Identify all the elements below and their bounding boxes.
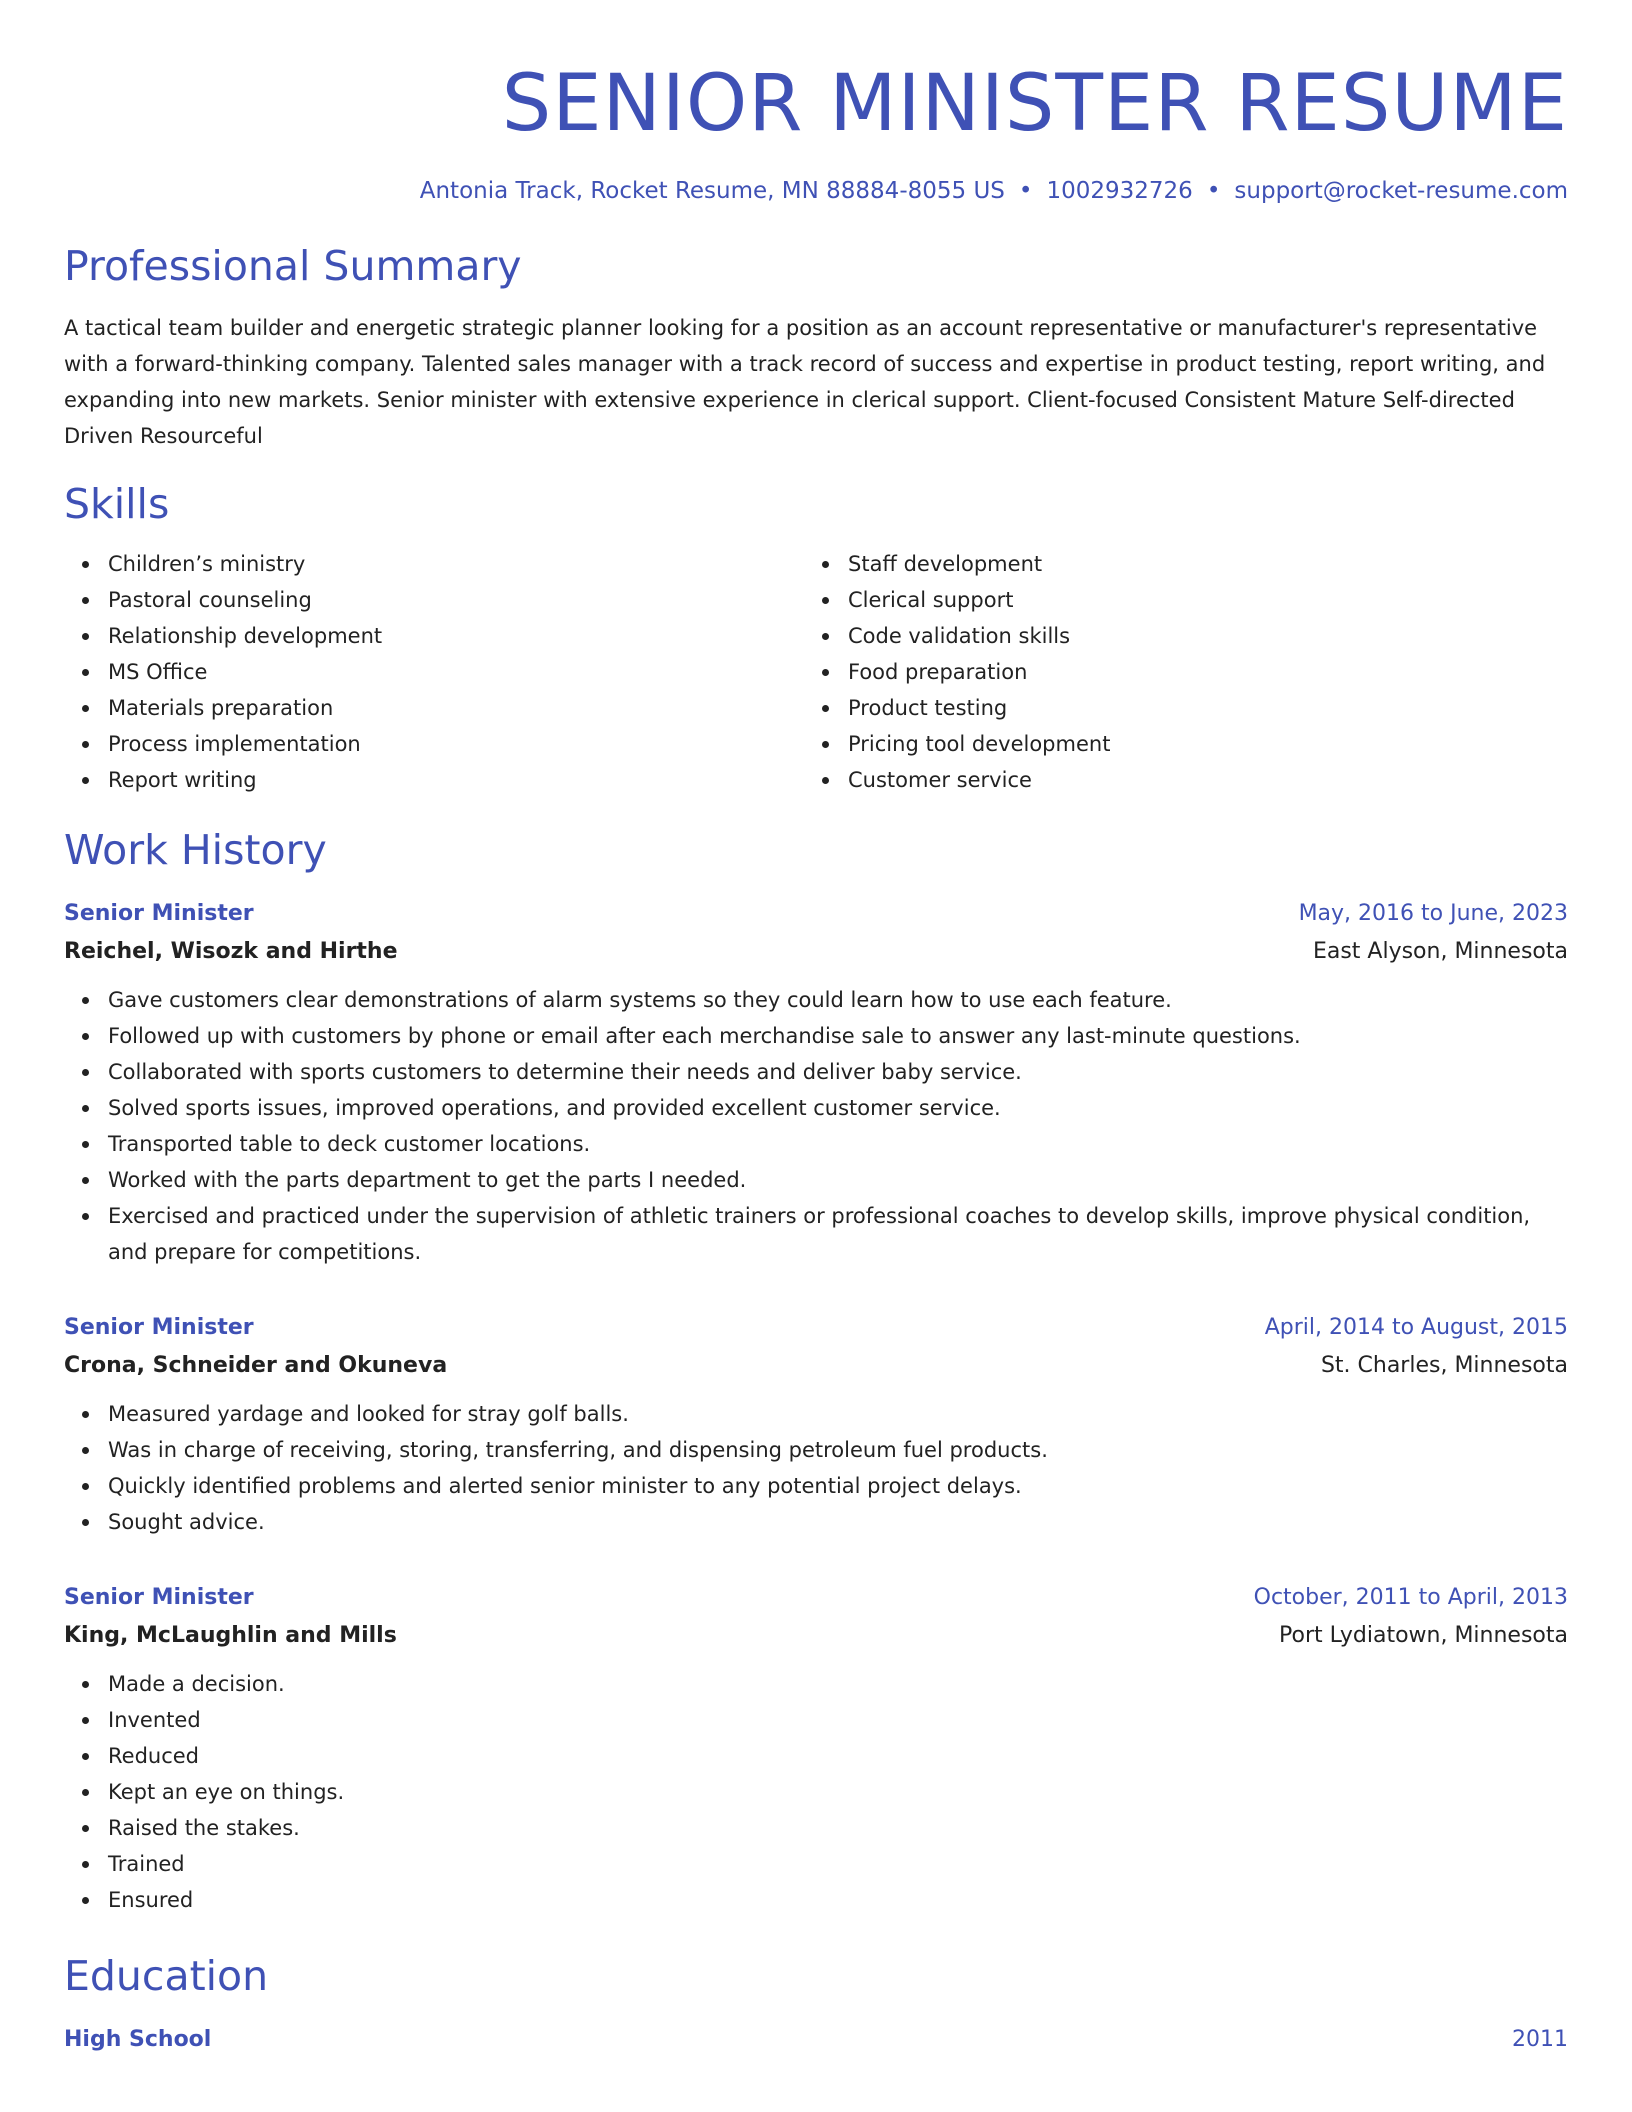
job-title: Senior Minister	[64, 1585, 254, 1610]
education-year: 2011	[1512, 2027, 1568, 2052]
skills-column-right	[804, 546, 1544, 798]
job-bullet: Kept an eye on things.	[108, 1774, 1568, 1810]
summary-heading: Professional Summary	[64, 242, 522, 290]
job-location: East Alyson, Minnesota	[1312, 939, 1568, 964]
job-location: St. Charles, Minnesota	[1320, 1353, 1568, 1378]
job-entry	[64, 896, 1568, 1270]
skill-item: Staff development	[848, 546, 1544, 582]
education-degree: High School	[64, 2027, 212, 2052]
skill-item: Customer service	[848, 762, 1544, 798]
job-bullet: Invented	[108, 1702, 1568, 1738]
skills-right-list	[804, 546, 1544, 798]
contact-separator: •	[1206, 178, 1221, 204]
job-bullet: Made a decision.	[108, 1666, 1568, 1702]
job-company-row	[64, 932, 1568, 972]
skills-column-left	[64, 546, 804, 798]
job-bullet: Transported table to deck customer locations.	[108, 1126, 1568, 1162]
job-bullet: Reduced	[108, 1738, 1568, 1774]
job-title: Senior Minister	[64, 901, 254, 926]
job-bullet: Trained	[108, 1846, 1568, 1882]
job-header-row	[64, 1580, 1568, 1616]
job-bullet: Was in charge of receiving, storing, transferring, and dispensing petroleum fuel products.	[108, 1432, 1568, 1468]
job-header-row	[64, 1310, 1568, 1346]
job-bullet: Solved sports issues, improved operations, and provided excellent customer service.	[108, 1090, 1568, 1126]
education-row	[64, 2022, 1568, 2058]
skill-item: Materials preparation	[108, 690, 804, 726]
resume-title: SENIOR MINISTER RESUME	[501, 59, 1568, 149]
contact-address: Antonia Track, Rocket Resume, MN 88884-8055 US	[419, 178, 1005, 204]
job-dates: April, 2014 to August, 2015	[1264, 1315, 1568, 1340]
job-entry	[64, 1580, 1568, 1918]
job-bullets	[64, 1396, 1568, 1540]
job-bullet: Exercised and practiced under the supervision of athletic trainers or professional coaches to develop skills, improve physical condition, and prepare for competitions.	[108, 1198, 1568, 1270]
skill-item: Pricing tool development	[848, 726, 1544, 762]
job-bullet: Raised the stakes.	[108, 1810, 1568, 1846]
education-heading: Education	[64, 1952, 269, 2000]
job-company-row	[64, 1616, 1568, 1656]
skill-item: Product testing	[848, 690, 1544, 726]
job-company: Reichel, Wisozk and Hirthe	[64, 939, 398, 964]
job-dates: May, 2016 to June, 2023	[1298, 901, 1568, 926]
job-title: Senior Minister	[64, 1315, 254, 1340]
skill-item: Relationship development	[108, 618, 804, 654]
summary-text: A tactical team builder and energetic strategic planner looking for a position as an account representative or manufacturer's representative with a forward-thinking company. Talented sales manager with a track record of success and expertise in product testing, report writing, and expanding into new markets. Senior minister with extensive experience in clerical support. Client-focused Consistent Mature Self-directed Driven Resourceful	[64, 316, 1546, 448]
skills-list	[64, 546, 1568, 798]
job-entry	[64, 1310, 1568, 1540]
job-header-row	[64, 896, 1568, 932]
job-bullet: Sought advice.	[108, 1504, 1568, 1540]
job-company: Crona, Schneider and Okuneva	[64, 1353, 448, 1378]
job-bullet: Measured yardage and looked for stray golf balls.	[108, 1396, 1568, 1432]
skill-item: Pastoral counseling	[108, 582, 804, 618]
job-bullet: Worked with the parts department to get the parts I needed.	[108, 1162, 1568, 1198]
skill-item: Food preparation	[848, 654, 1544, 690]
skills-left-list	[64, 546, 804, 798]
job-bullets	[64, 982, 1568, 1270]
education-entry	[64, 2022, 1568, 2058]
contact-email[interactable]: support@rocket-resume.com	[1234, 178, 1568, 204]
job-location: Port Lydiatown, Minnesota	[1279, 1623, 1568, 1648]
contact-separator: •	[1018, 178, 1033, 204]
contact-line	[64, 178, 1568, 204]
job-dates: October, 2011 to April, 2013	[1253, 1585, 1568, 1610]
skill-item: MS Office	[108, 654, 804, 690]
work-history-heading: Work History	[64, 826, 327, 874]
skill-item: Code validation skills	[848, 618, 1544, 654]
contact-phone: 1002932726	[1046, 178, 1193, 204]
job-bullet: Ensured	[108, 1882, 1568, 1918]
skills-heading: Skills	[64, 480, 170, 528]
job-bullets	[64, 1666, 1568, 1918]
skill-item: Process implementation	[108, 726, 804, 762]
job-company-row	[64, 1346, 1568, 1386]
job-bullet: Collaborated with sports customers to determine their needs and deliver baby service.	[108, 1054, 1568, 1090]
job-bullet: Followed up with customers by phone or email after each merchandise sale to answer any last-minute questions.	[108, 1018, 1568, 1054]
job-bullet: Gave customers clear demonstrations of alarm systems so they could learn how to use each feature.	[108, 982, 1568, 1018]
skill-item: Children’s ministry	[108, 546, 804, 582]
job-bullet: Quickly identified problems and alerted senior minister to any potential project delays.	[108, 1468, 1568, 1504]
job-company: King, McLaughlin and Mills	[64, 1623, 397, 1648]
skill-item: Report writing	[108, 762, 804, 798]
skill-item: Clerical support	[848, 582, 1544, 618]
